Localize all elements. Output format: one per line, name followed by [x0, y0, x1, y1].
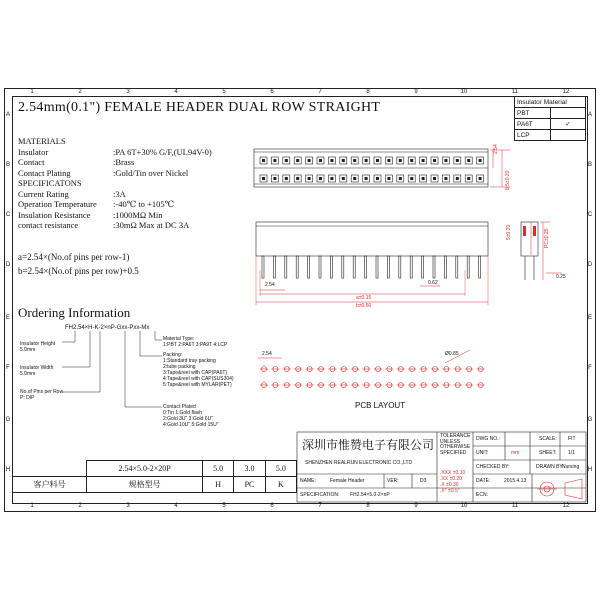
row-label: E	[587, 315, 592, 321]
pin-contact	[365, 159, 368, 162]
row-label: D	[587, 262, 593, 268]
note-value: 0:Tin 1:Gold flash	[163, 410, 203, 416]
column-label: 4	[174, 503, 178, 509]
dim-pin-width: 0.25	[556, 274, 566, 280]
dim-top-height: 2.54	[493, 144, 499, 154]
pin-leg	[456, 256, 458, 278]
spec-label: Insulation Resistance	[18, 209, 91, 220]
pin-contact	[342, 159, 345, 162]
pin-contact	[365, 177, 368, 180]
tolerance-line: TOLERANCE	[440, 433, 471, 439]
material-name: PBT	[515, 108, 551, 119]
row-label: E	[5, 315, 10, 321]
pin-contact	[308, 177, 311, 180]
formula-b: b=2.54×(No.of pins per row)+0.5	[18, 266, 139, 276]
header-top-pins	[260, 157, 484, 182]
column-label: 11	[511, 89, 519, 95]
row-label: F	[588, 365, 592, 371]
pin-contact	[376, 177, 379, 180]
pin-leg	[285, 256, 287, 278]
pin-contact	[342, 177, 345, 180]
tolerance-value: .X° ±0.5°	[440, 488, 460, 494]
scale-value: FIT	[568, 436, 576, 442]
unit-label: UNIT:	[476, 450, 489, 456]
column-label: 9	[414, 89, 418, 95]
pin-contact	[433, 159, 436, 162]
note-value: 5:Tape&reel with MYLAR(PET)	[163, 382, 232, 388]
name-label: NAME:	[300, 478, 316, 484]
spec-value: :Gold/Tin over Nickel	[113, 167, 189, 178]
row-label: F	[6, 365, 10, 371]
pin-contact	[467, 159, 470, 162]
part-number-table	[12, 460, 297, 493]
column-label: 6	[270, 503, 274, 509]
row-label: B	[5, 162, 10, 168]
pin-contact	[456, 159, 459, 162]
specifications-heading: SPECIFICATONS	[18, 178, 82, 188]
pin-leg	[410, 256, 412, 278]
dim-small-height: 5±0.20	[506, 224, 512, 240]
dim-pin-size: 0.62	[428, 280, 438, 286]
part-header: 客户料号	[13, 477, 87, 493]
pin-contact	[262, 159, 265, 162]
pin-contact	[273, 177, 276, 180]
pin-contact	[410, 177, 413, 180]
pcb-layout-label: PCB LAYOUT	[355, 401, 406, 410]
projection-symbol-icon	[537, 479, 582, 499]
pin-contact	[479, 159, 482, 162]
pin-contact	[444, 159, 447, 162]
pin-contact	[319, 177, 322, 180]
dim-hole-dia: Ø0.85	[445, 351, 459, 357]
dim-pcb-pitch: 2.54	[262, 351, 272, 357]
note-value: 4:Tape&reel with CAP(SUS304)	[163, 376, 234, 382]
part-cell	[13, 461, 87, 477]
row-label: G	[587, 417, 593, 423]
note-value: 5.0mm	[20, 347, 36, 353]
row-label: B	[587, 162, 592, 168]
tolerance-value: .XXX ±0.10	[440, 470, 466, 476]
pin-contact	[433, 177, 436, 180]
drawn-by-value: Nursing	[562, 464, 580, 470]
spec-value: :-40℃ to +105℃	[113, 199, 175, 209]
pin-contact	[262, 177, 265, 180]
column-label: 5	[222, 89, 226, 95]
column-label: 11	[511, 503, 519, 509]
checkmark-icon: ✓	[565, 121, 571, 128]
pin-contact	[285, 177, 288, 180]
part-cell: 3.0	[234, 461, 265, 477]
name-value: Female Header	[330, 478, 365, 484]
pin-contact	[353, 159, 356, 162]
column-label: 1	[30, 503, 34, 509]
tolerance-line: OTHERWISE	[440, 444, 471, 450]
row-label: A	[5, 112, 10, 118]
column-label: 4	[174, 89, 178, 95]
pin-contact	[353, 177, 356, 180]
spec-label: Insulator	[18, 146, 49, 157]
row-label: G	[5, 417, 11, 423]
column-label: 10	[460, 89, 468, 95]
note-title: No.of Pins per Row	[20, 389, 64, 395]
company-name-cn: 深圳市惟赞电子有限公司	[302, 438, 435, 452]
spec-label: Contact	[18, 157, 45, 167]
pin-leg	[433, 256, 435, 278]
column-label: 5	[222, 503, 226, 509]
part-header: K	[265, 477, 296, 493]
dim-pitch: 2.54	[265, 282, 275, 288]
part-header: 规格型号	[87, 477, 203, 493]
pin-contact	[399, 159, 402, 162]
pin-leg	[319, 256, 321, 278]
column-label: 12	[562, 89, 570, 95]
pin-leg	[308, 256, 310, 278]
tolerance-line: SPECIFIED	[440, 449, 467, 456]
note-value: 4:Gold 10U" 5:Gold 15U"	[163, 422, 219, 428]
part-cell: 2.54×5.0-2×20P	[87, 461, 203, 477]
header-front-pins	[262, 256, 481, 278]
pin-contact	[444, 177, 447, 180]
column-label: 2	[78, 503, 82, 509]
materials-heading: MATERIALS	[18, 136, 66, 146]
company-name-en: SHENZHEN REALRUN ELECTRONIC CO.,LTD	[305, 460, 413, 466]
pin-contact	[422, 159, 425, 162]
dim-pc-height: PC±0.25	[544, 228, 550, 248]
note-title: Material Type:	[163, 336, 195, 342]
pin-contact	[296, 159, 299, 162]
pin-leg	[444, 256, 446, 278]
pin-leg	[376, 256, 378, 278]
dim-b: b±0.50	[356, 303, 372, 309]
column-label: 10	[460, 503, 468, 509]
part-header: PC	[234, 477, 265, 493]
checked-by-label: CHECKED BY:	[476, 464, 510, 470]
drawn-by-label: DRAWN BY:	[536, 464, 564, 470]
dim-a: a±0.15	[356, 295, 372, 301]
pin-leg	[387, 256, 389, 278]
specification-value: FH2.54×5.0-2×nP	[350, 492, 390, 498]
header-side-view	[521, 222, 538, 280]
row-label: H	[5, 467, 11, 473]
pin-leg	[353, 256, 355, 278]
column-label: 8	[366, 89, 370, 95]
row-label: D	[5, 262, 11, 268]
spec-value: :PA 6T+30% G/F,(UL94V-0)	[113, 146, 212, 157]
sheet-value: 1/1	[568, 450, 575, 456]
pin-leg	[399, 256, 401, 278]
unit-value: mm	[511, 450, 520, 456]
pin-contact	[273, 159, 276, 162]
pin-contact	[467, 177, 470, 180]
pin-leg	[330, 256, 332, 278]
column-label: 3	[126, 503, 130, 509]
column-label: 2	[78, 89, 82, 95]
pin-contact	[330, 159, 333, 162]
column-label: 12	[562, 503, 570, 509]
pin-contact	[399, 177, 402, 180]
ecn-label: ECN:	[476, 492, 488, 498]
dimension-extension-lines	[256, 255, 488, 305]
spec-label: Contact Plating	[18, 167, 71, 178]
sheet-label: SHEET:	[539, 450, 557, 456]
spec-value: :30mΩ Max at DC 3A	[113, 220, 190, 230]
note-value: 2:tube packing	[163, 364, 196, 370]
spec-label: Operation Temperature	[18, 199, 97, 209]
formula-a: a=2.54×(No.of pins per row-1)	[18, 252, 130, 262]
row-label: C	[5, 212, 11, 218]
pin-contact	[296, 177, 299, 180]
note-value: P: DIP	[20, 395, 35, 401]
header-top-view	[254, 149, 488, 187]
material-name: LCP	[515, 130, 551, 141]
tolerance-values	[440, 470, 465, 494]
pin-contact	[330, 177, 333, 180]
spec-value: :3A	[113, 188, 126, 199]
part-cell: 5.0	[203, 461, 234, 477]
pin-contact	[319, 159, 322, 162]
row-label: H	[587, 467, 593, 473]
note-title: Packing:	[163, 352, 183, 358]
pin-contact	[387, 177, 390, 180]
tolerance-line: UNLESS	[440, 438, 461, 445]
pin-contact	[410, 159, 413, 162]
column-label: 6	[270, 89, 274, 95]
pin-leg	[262, 256, 264, 278]
dwg-no-label: DWG NO.:	[476, 436, 500, 442]
header-front-view	[256, 222, 488, 256]
note-value: 2:Gold 3U" 3:Gold 6U"	[163, 416, 213, 422]
spec-label: Current Rating	[18, 188, 69, 199]
ver-value: D3	[420, 478, 427, 484]
note-value: 1:Standard tray packing	[163, 358, 216, 364]
column-label: 8	[366, 503, 370, 509]
part-header: H	[203, 477, 234, 493]
pin-contact	[456, 177, 459, 180]
pin-contact	[285, 159, 288, 162]
material-name: PA6T	[515, 119, 551, 130]
note-title: Insulator Width	[20, 365, 54, 371]
insulator-material-header: Insulator Material	[515, 97, 586, 108]
row-label: A	[587, 112, 592, 118]
column-label: 1	[30, 89, 34, 95]
note-value: 5.0mm	[20, 371, 36, 377]
pin-contact	[422, 177, 425, 180]
pin-leg	[422, 256, 424, 278]
pin-contact	[376, 159, 379, 162]
specification-label: SPECIFICATION:	[300, 492, 340, 498]
tolerance-value: .XX ±0.20	[440, 476, 462, 482]
column-label: 7	[318, 503, 322, 509]
spec-value: :1000MΩ Min	[113, 209, 163, 220]
date-value: 2015.4.13	[504, 478, 527, 484]
ordering-code: FH2.54×H-K-2×nP-Gxx-Pxx-Mx	[65, 325, 150, 331]
pin-leg	[467, 256, 469, 278]
pin-contact	[479, 177, 482, 180]
column-label: 9	[414, 503, 418, 509]
pin-leg	[342, 256, 344, 278]
part-cell: 5.0	[265, 461, 296, 477]
scale-label: SCALE:	[539, 436, 557, 442]
dim-right-height: 8.5±0.20	[505, 170, 511, 190]
pin-contact	[308, 159, 311, 162]
pin-contact	[387, 159, 390, 162]
spec-value: :Brass	[113, 157, 135, 167]
column-label: 7	[318, 89, 322, 95]
note-value: 3:Tape&reel with CAP(PA6T)	[163, 370, 228, 376]
pin-leg	[365, 256, 367, 278]
ordering-heading: Ordering Information	[18, 305, 131, 320]
pin-leg	[273, 256, 275, 278]
tolerance-value: .X ±0.30	[440, 482, 459, 488]
column-label: 3	[126, 89, 130, 95]
ver-label: VER:	[387, 478, 399, 484]
spec-label: contact resistance	[18, 220, 79, 230]
tolerance-header	[440, 434, 470, 456]
date-label: DATE:	[476, 478, 491, 484]
drawing-title: 2.54mm(0.1") FEMALE HEADER DUAL ROW STRAIGHT	[18, 100, 381, 115]
row-label: C	[587, 212, 593, 218]
pcb-layout-holes	[260, 367, 485, 388]
note-title: Insulator Height	[20, 341, 56, 347]
pin-leg	[296, 256, 298, 278]
note-value: 1:PBT 2:PA6T 3:PA9T 4:LCP	[163, 342, 228, 348]
pin-leg	[479, 256, 481, 278]
note-title: Contact Plated	[163, 404, 196, 410]
ordering-leader-lines	[62, 331, 162, 407]
